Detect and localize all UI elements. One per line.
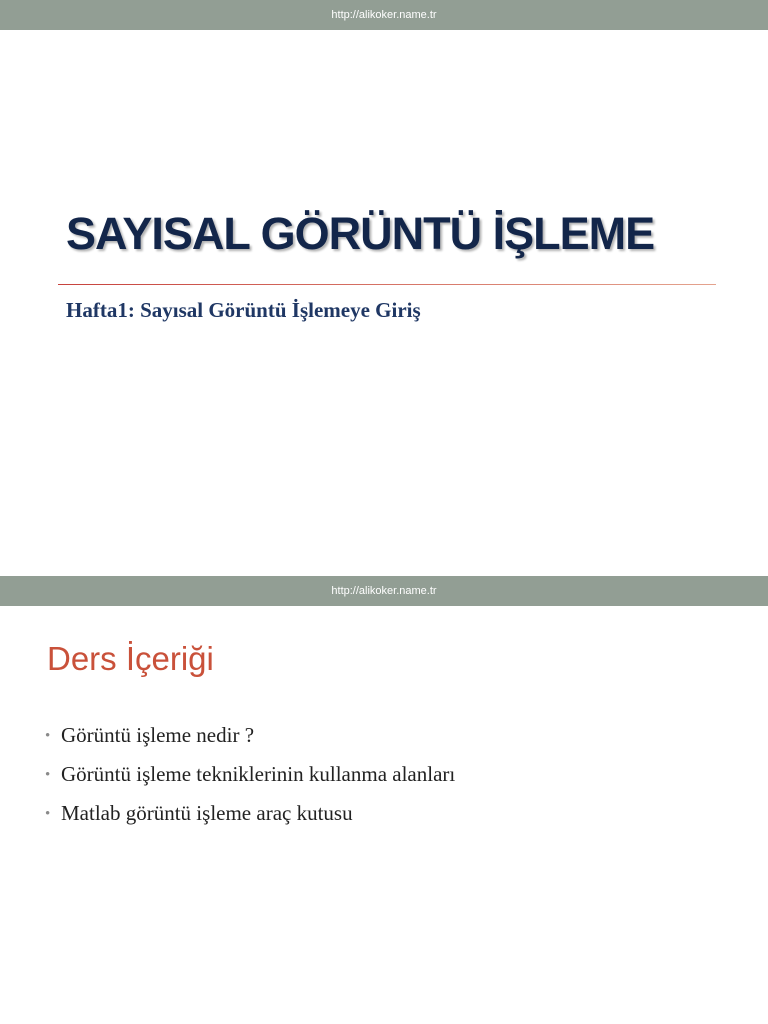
slide-subtitle: Hafta1: Sayısal Görüntü İşlemeye Giriş — [66, 298, 421, 322]
list-item-text: Görüntü işleme tekniklerinin kullanma alanları — [61, 762, 456, 786]
bullet-list — [45, 716, 455, 833]
list-item — [45, 755, 455, 794]
bullet-icon: • — [45, 806, 51, 822]
slide-title: SAYISAL GÖRÜNTÜ İŞLEME — [66, 208, 655, 259]
content-slide — [0, 606, 768, 1024]
url-text: http://alikoker.name.tr — [331, 585, 437, 597]
section-title: Ders İçeriği — [47, 640, 214, 677]
list-item-text: Görüntü işleme nedir ? — [61, 723, 255, 747]
url-header-top — [0, 0, 768, 30]
list-item — [45, 794, 455, 833]
title-slide — [0, 30, 768, 576]
url-text: http://alikoker.name.tr — [331, 9, 437, 21]
bullet-icon: • — [45, 767, 51, 783]
list-item-text: Matlab görüntü işleme araç kutusu — [61, 801, 353, 825]
title-divider — [58, 284, 716, 285]
url-header-middle — [0, 576, 768, 606]
bullet-icon: • — [45, 728, 51, 744]
list-item — [45, 716, 455, 755]
